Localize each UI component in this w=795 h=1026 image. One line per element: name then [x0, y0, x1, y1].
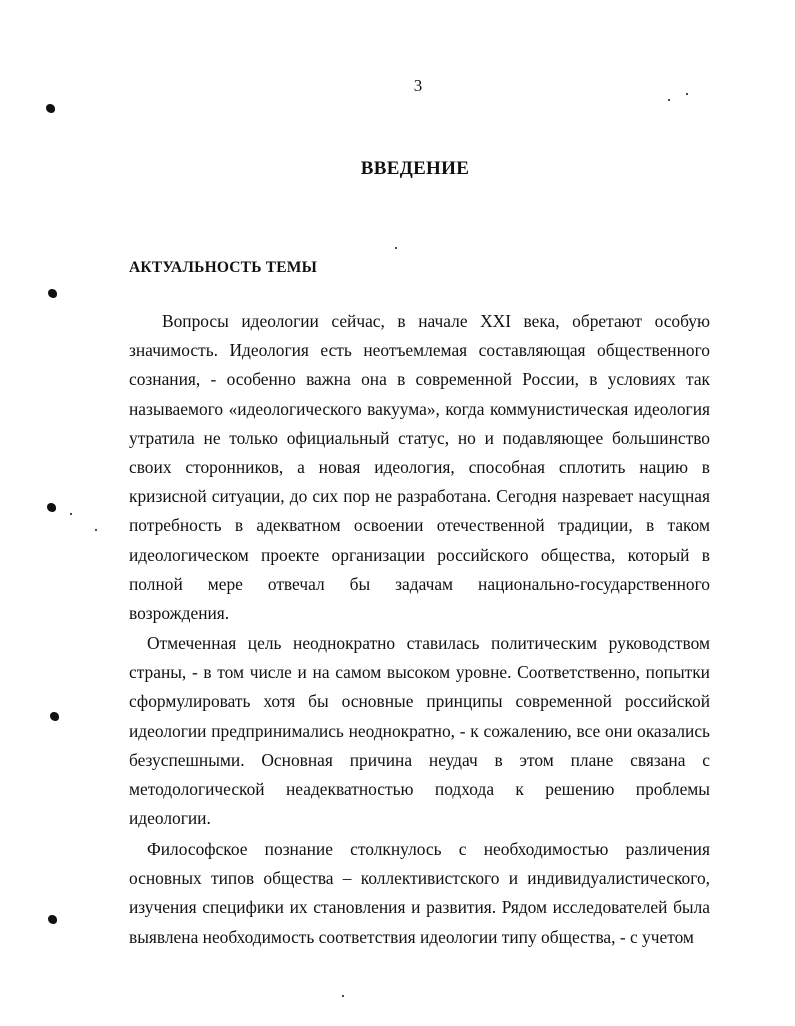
punch-hole-mark: [48, 915, 57, 924]
paragraph-3: [129, 835, 710, 952]
paragraph-2: [129, 629, 710, 833]
paragraph-1-text: Вопросы идеологии сейчас, в начале XXI века, обретают особую значимость. Идеология есть неотъемлемая составляющая общественного сознания, - особенно важна она в современной России, в условиях так называемого «идеологического вакуума», когда коммунистическая идеология утратила не только официальный статус, но и подавляющее большинство своих сторонников, а новая идеология, способная сплотить нацию в кризисной ситуации, до сих пор не разработана. Сегодня назревает насущная потребность в адекватном освоении отечественной традиции, в таком идеологическом проекте организации российского общества, который в полной мере отвечал бы задачам национально-государственного возрождения.: [129, 311, 710, 624]
scan-speck: [686, 93, 688, 95]
punch-hole-mark: [47, 503, 56, 512]
scan-speck: [395, 247, 397, 249]
punch-hole-mark: [48, 289, 57, 298]
paragraph-3-text: Философское познание столкнулось с необходимостью различения основных типов общества – коллективистского и индивидуалистического, изучения специфики их становления и развития. Рядом исследователей была выявлена необходимость соответствия идеологии типу общества, - с учетом: [129, 839, 710, 947]
section-heading: АКТУАЛЬНОСТЬ ТЕМЫ: [129, 259, 318, 276]
page-number: 3: [413, 76, 423, 95]
scan-speck: [342, 995, 344, 997]
page-title: ВВЕДЕНИЕ: [360, 158, 470, 179]
scan-speck: [668, 99, 670, 101]
scan-speck: [95, 529, 97, 531]
paragraph-2-text: Отмеченная цель неоднократно ставилась политическим руководством страны, - в том числе и на самом высоком уровне. Соответственно, попытки сформулировать хотя бы основные принципы современной российской идеологии предпринимались неоднократно, - к сожалению, все они оказались безуспешными. Основная причина неудач в этом плане связана с методологической неадекватностью подхода к решению проблемы идеологии.: [129, 633, 710, 829]
punch-hole-mark: [46, 104, 55, 113]
paragraph-1: [129, 307, 710, 628]
punch-hole-mark: [50, 712, 59, 721]
scan-speck: [70, 513, 72, 515]
